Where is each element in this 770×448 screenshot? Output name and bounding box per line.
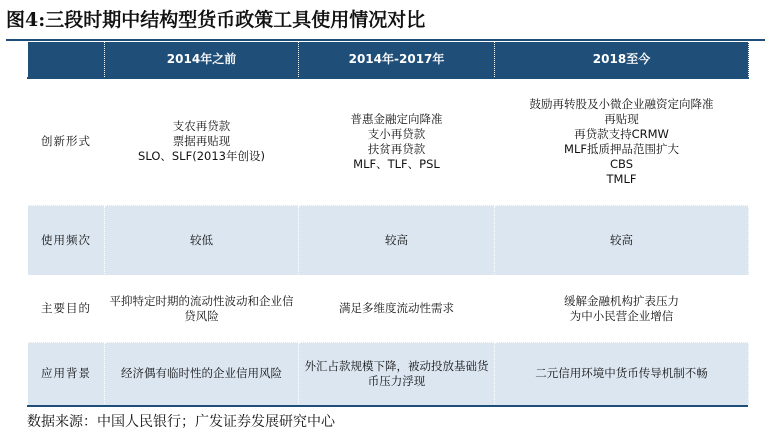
table-cell <box>495 275 749 342</box>
cell-line: 较高 <box>385 232 408 247</box>
cell-line: 普惠金融定向降准 <box>350 111 443 126</box>
row-label: 创新形式 <box>28 78 105 205</box>
cell-line: 支小再贷款 <box>367 126 426 141</box>
cell-line: CBS <box>609 156 634 171</box>
table-row-frequency <box>28 205 749 275</box>
table-cell <box>495 342 749 405</box>
row-label: 主要目的 <box>28 275 105 342</box>
cell-line: TMLF <box>606 171 637 186</box>
table-header-row <box>28 42 749 79</box>
cell-line: 票据再贴现 <box>172 134 231 149</box>
table-cell <box>105 342 299 405</box>
cell-line: MLF抵质押品范围扩大 <box>564 141 679 156</box>
table-cell <box>299 78 495 205</box>
row-label: 使用频次 <box>28 205 105 275</box>
table-cell <box>299 342 495 405</box>
cell-line: 平抑特定时期的流动性波动和企业信贷风险 <box>109 293 294 323</box>
table-cell <box>299 205 495 275</box>
cell-line: SLO、SLF(2013年创设) <box>138 149 265 164</box>
cell-line: 较低 <box>190 232 213 247</box>
cell-line: 再贷款支持CRMW <box>574 126 669 141</box>
table-row-background <box>28 342 749 405</box>
table-row-innovation <box>28 78 749 205</box>
cell-line: 支农再贷款 <box>172 119 231 134</box>
cell-line: 满足多维度流动性需求 <box>339 301 454 315</box>
table-bottom-divider <box>27 405 748 407</box>
figure-title: 图4:三段时期中结构型货币政策工具使用情况对比 <box>6 9 426 31</box>
header-cell-period-3: 2018至今 <box>495 42 749 79</box>
cell-line: 扶贫再贷款 <box>367 141 426 156</box>
cell-line: 较高 <box>610 232 633 247</box>
header-cell-corner <box>28 42 105 79</box>
table-cell <box>105 78 299 205</box>
table-row-purpose <box>28 275 749 342</box>
header-cell-period-2: 2014年-2017年 <box>299 42 495 79</box>
cell-line: 鼓励再转股及小微企业融资定向降准 <box>529 96 714 111</box>
cell-line: 经济偶有临时性的企业信用风险 <box>121 366 282 380</box>
cell-line: 为中小民营企业增信 <box>569 308 674 323</box>
table-cell <box>105 275 299 342</box>
cell-line: 二元信用环境中货币传导机制不畅 <box>535 366 708 380</box>
cell-line: 再贴现 <box>604 111 639 126</box>
table-cell <box>105 205 299 275</box>
comparison-table <box>27 41 749 406</box>
cell-line: MLF、TLF、PSL <box>353 156 440 171</box>
cell-line: 缓解金融机构扩表压力 <box>564 293 679 308</box>
header-cell-period-1: 2014年之前 <box>105 42 299 79</box>
table-cell <box>299 275 495 342</box>
table-cell <box>495 78 749 205</box>
cell-line: 外汇占款规模下降，被动投放基础货币压力浮现 <box>304 358 489 388</box>
row-label: 应用背景 <box>28 342 105 405</box>
source-note: 数据来源：中国人民银行；广发证券发展研究中心 <box>27 414 335 430</box>
table-cell <box>495 205 749 275</box>
